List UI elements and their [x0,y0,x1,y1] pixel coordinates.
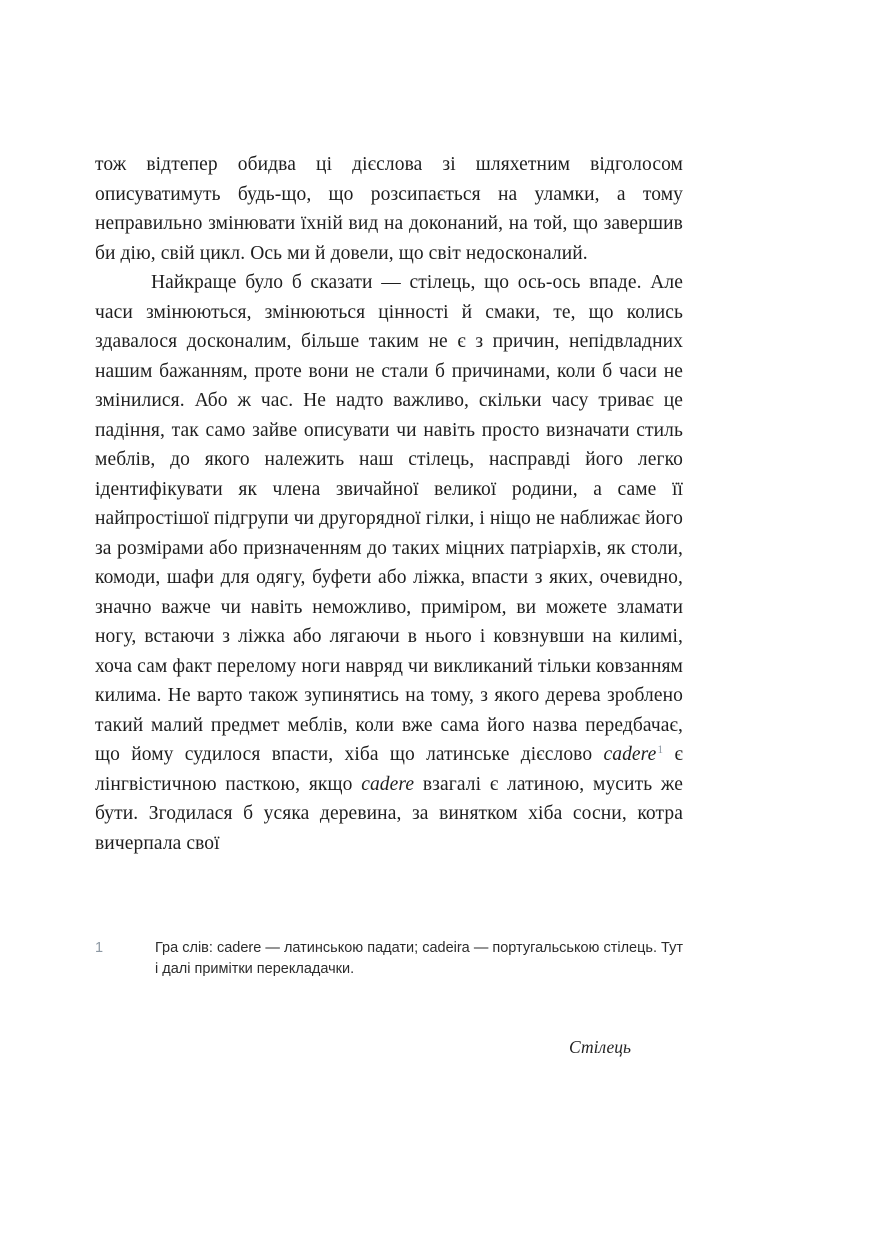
paragraph-continuation [95,150,683,268]
running-footer [95,1036,683,1058]
paragraph-text: взагалі є латиною, мусить же бути. Згодилася б усяка деревина, за винятком хіба сосни, котра вичерпала свої [95,773,683,854]
footnote-text-segment: Гра слів: [155,940,217,956]
italic-term-cadere: cadere [361,773,415,795]
main-text [95,150,683,858]
paragraph-text: є лінгвістичною пасткою, якщо [95,744,683,795]
footnote-term-cadere: cadere [216,940,262,956]
footnote-number: 1 [95,940,104,956]
italic-term-cadere: cadere [603,744,657,765]
paragraph-text: Найкраще було б сказати — стілець, що ось-ось впаде. Але часи змінюються, змінюються цінності й смаки, те, що колись здавалося досконалим, більше таким не є з причин, непідвладних нашим бажанням, проте вони не стали б причинами, коли б часи не змінилися. Або ж час. Не надто важливо, скільки часу триває це падіння, так само зайве описувати чи навіть просто визначати стиль меблів, до якого належить наш стілець, насправді його легко ідентифікувати як члена звичайної великої родини, а саме її найпростішої підгрупи чи другорядної гілки, і ніщо не наближає його за розмірами або призначенням до таких міцних патріархів, як столи, комоди, шафи для одягу, буфети або ліжка, впасти з яких, очевидно, значно важче чи навіть неможливо, приміром, ви можете зламати ногу, встаючи з ліжка або лягаючи в нього і ковзнувши на килимі, хоча сам факт перелому ноги навряд чи викликаний тільки ковзанням килима. Не варто також зупинятись на тому, з якого дерева зроблено такий малий предмет меблів, коли вже сама його назва передбачає, що йому судилося впасти, хіба що латинське дієслово [95,272,683,765]
footnote [95,938,683,979]
paragraph-text: тож відтепер обидва ці дієслова зі шляхетним відголосом описуватимуть будь-що, що розсипається на уламки, а тому неправильно змінювати їхній вид на доконаний, на той, що завершив би дію, свій цикл. Ось ми й довели, що світ недосконалий. [95,154,683,264]
footnote-text [155,938,683,979]
footnote-term-cadeira: cadeira [422,940,470,956]
footnote-text-segment: — латинською падати; [261,940,423,956]
footnote-ref-marker: 1 [657,744,664,756]
running-footer-title: Стілець [569,1037,631,1057]
paragraph [95,268,683,858]
footnote-text-segment: — португальською стілець. Тут і далі примітки перекладачки. [155,940,683,977]
